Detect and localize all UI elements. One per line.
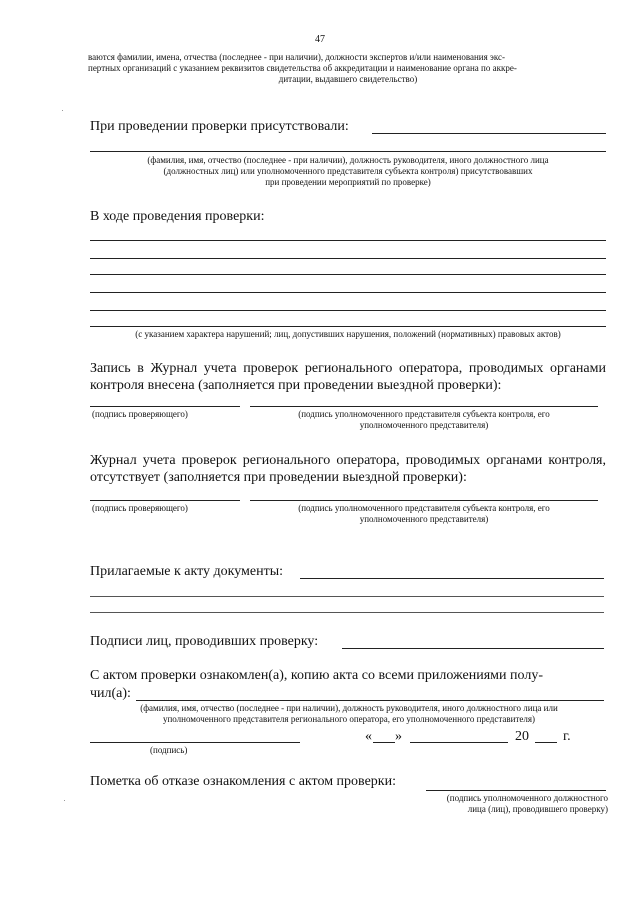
- acquainted-signature-line[interactable]: [90, 742, 300, 743]
- course-fill-line[interactable]: [90, 274, 606, 275]
- refusal-note-line: (подпись уполномоченного должностного: [446, 793, 608, 803]
- attachments-fill-line-3[interactable]: [90, 612, 604, 613]
- present-note-line: при проведении мероприятий по проверке): [265, 177, 431, 187]
- acquainted-note: [84, 703, 614, 725]
- course-note: (с указанием характера нарушений; лиц, допустивших нарушения, положений (нормативных) правовых актов): [135, 329, 561, 339]
- journal-entry-inspector-caption: (подпись проверяющего): [92, 409, 188, 419]
- course-fill-line[interactable]: [90, 326, 606, 327]
- refusal-note-line: лица (лиц), проводившего проверку): [467, 804, 608, 814]
- date-year-suffix: г.: [563, 729, 571, 744]
- refusal-fill-line[interactable]: [426, 790, 606, 791]
- signatures-label: Подписи лиц, проводивших проверку:: [90, 634, 319, 649]
- date-open-quote: «: [365, 729, 372, 744]
- course-label: В ходе проведения проверки:: [90, 209, 265, 224]
- acquainted-note-line: (фамилия, имя, отчество (последнее - при наличии), должность руководителя, иного должностного лица или: [140, 703, 558, 713]
- page-number: 47: [315, 34, 325, 45]
- acquainted-signature-caption: (подпись): [150, 745, 188, 755]
- date-month-line[interactable]: [410, 742, 508, 743]
- journal-entry-inspector-sign-line[interactable]: [90, 406, 240, 407]
- course-fill-line[interactable]: [90, 258, 606, 259]
- journal-entry-rep-sign-line[interactable]: [250, 406, 598, 407]
- present-label: При проведении проверки присутствовали:: [90, 119, 349, 134]
- journal-entry-rep-caption: [248, 409, 600, 431]
- acquainted-line1: С актом проверки ознакомлен(а), копию акта со всеми приложениями полу-: [90, 668, 543, 683]
- acquainted-line2: чил(а):: [90, 686, 131, 701]
- journal-absent-rep-sign-line[interactable]: [250, 500, 598, 501]
- present-fill-line-2[interactable]: [90, 151, 606, 152]
- journal-absent-inspector-caption: (подпись проверяющего): [92, 503, 188, 513]
- signatures-fill-line[interactable]: [342, 648, 604, 649]
- date-year-line[interactable]: [535, 742, 557, 743]
- course-fill-line[interactable]: [90, 310, 606, 311]
- caption-line: уполномоченного представителя): [359, 420, 489, 430]
- journal-absent-text: Журнал учета проверок регионального оператора, проводимых органами контроля, отсутствует (заполняется при проведении выездной проверки):: [90, 453, 606, 485]
- acquainted-fill-line[interactable]: [136, 700, 604, 701]
- date-year-prefix: 20: [515, 729, 529, 744]
- intro-note-line: пертных организаций с указанием реквизитов свидетельства об аккредитации и наименование органа по аккре-: [88, 63, 517, 73]
- caption-line: (подпись уполномоченного представителя субъекта контроля, его: [298, 503, 550, 513]
- date-day-line[interactable]: [373, 742, 395, 743]
- journal-absent-rep-caption: [248, 503, 600, 525]
- course-fill-line[interactable]: [90, 292, 606, 293]
- present-note-line: (должностных лиц) или уполномоченного представителя субъекта контроля) присутствовавших: [163, 166, 533, 176]
- present-note: [88, 155, 608, 188]
- journal-entry-text: Запись в Журнал учета проверок регионального оператора, проводимых органами контроля внесена (заполняется при проведении выездной проверки):: [90, 361, 606, 393]
- journal-absent-inspector-sign-line[interactable]: [90, 500, 240, 501]
- attachments-fill-line[interactable]: [300, 578, 604, 579]
- date-close-quote: »: [395, 729, 402, 744]
- refusal-note: [412, 793, 608, 815]
- course-fill-line[interactable]: [90, 240, 606, 241]
- scan-speck: [62, 110, 63, 111]
- refusal-label: Пометка об отказе ознакомления с актом проверки:: [90, 774, 396, 789]
- acquainted-note-line: уполномоченного представителя регионального оператора, его уполномоченного представителя): [162, 714, 536, 724]
- present-note-line: (фамилия, имя, отчество (последнее - при наличии), должность руководителя, иного должностного лица: [147, 155, 549, 165]
- attachments-label: Прилагаемые к акту документы:: [90, 564, 284, 579]
- caption-line: (подпись уполномоченного представителя субъекта контроля, его: [298, 409, 550, 419]
- attachments-fill-line-2[interactable]: [90, 596, 604, 597]
- present-fill-line[interactable]: [372, 133, 606, 134]
- intro-note-line: ваются фамилии, имена, отчества (последнее - при наличии), должности экспертов и/или наименования экс-: [88, 52, 506, 62]
- caption-line: уполномоченного представителя): [359, 514, 489, 524]
- intro-note-line: дитации, выдавшего свидетельство): [278, 74, 418, 84]
- scan-speck: [64, 800, 65, 801]
- intro-note: [88, 52, 608, 85]
